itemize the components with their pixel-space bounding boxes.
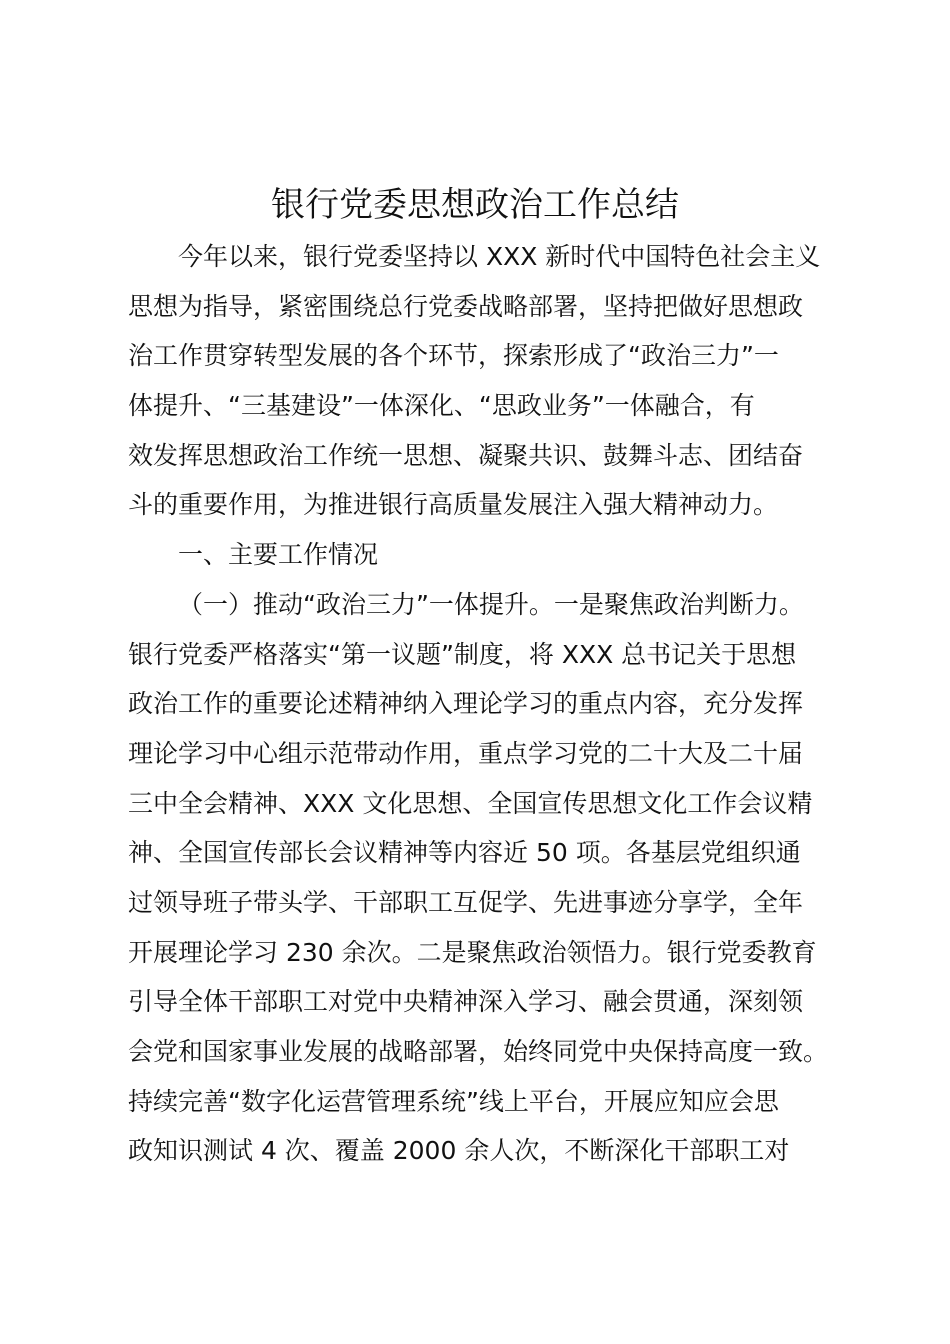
paragraph-line: 神、全国宣传部长会议精神等内容近 50 项。各基层党组织通	[128, 838, 801, 868]
document-title: 银行党委思想政治工作总结	[271, 185, 679, 225]
paragraph-line: （一）推动“政治三力”一体提升。一是聚焦政治判断力。	[178, 589, 804, 619]
paragraph-line: 思想为指导，紧密围绕总行党委战略部署，坚持把做好思想政	[128, 291, 804, 321]
paragraph-line: 持续完善“数字化运营管理系统”线上平台，开展应知应会思	[128, 1086, 779, 1116]
paragraph-line: 今年以来，银行党委坚持以 XXX 新时代中国特色社会主义	[178, 242, 821, 271]
paragraph-line: 会党和国家事业发展的战略部署，始终同党中央保持高度一致。	[128, 1037, 829, 1066]
paragraph-line: 体提升、“三基建设”一体深化、“思政业务”一体融合，有	[128, 391, 755, 421]
document-body	[128, 232, 838, 1176]
paragraph-line: 引导全体干部职工对党中央精神深入学习、融会贯通，深刻领	[128, 987, 804, 1017]
paragraph-line: 斗的重要作用，为推进银行高质量发展注入强大精神动力。	[128, 490, 779, 520]
paragraph-line: 理论学习中心组示范带动作用，重点学习党的二十大及二十届	[128, 738, 804, 768]
paragraph-line: 效发挥思想政治工作统一思想、凝聚共识、鼓舞斗志、团结奋	[128, 440, 804, 470]
paragraph-line: 过领导班子带头学、干部职工互促学、先进事迹分享学，全年	[128, 887, 804, 917]
paragraph-line: 银行党委严格落实“第一议题”制度，将 XXX 总书记关于思想	[128, 639, 797, 669]
paragraph-line: 三中全会精神、XXX 文化思想、全国宣传思想文化工作会议精	[128, 788, 813, 818]
paragraph-line: 开展理论学习 230 余次。二是聚焦政治领悟力。银行党委教育	[128, 937, 817, 967]
paragraph-line: 政知识测试 4 次、覆盖 2000 余人次，不断深化干部职工对	[128, 1136, 790, 1166]
paragraph-line: 治工作贯穿转型发展的各个环节，探索形成了“政治三力”一	[128, 341, 779, 371]
paragraph-line: 政治工作的重要论述精神纳入理论学习的重点内容，充分发挥	[128, 689, 804, 719]
section-heading: 一、主要工作情况	[178, 540, 379, 570]
